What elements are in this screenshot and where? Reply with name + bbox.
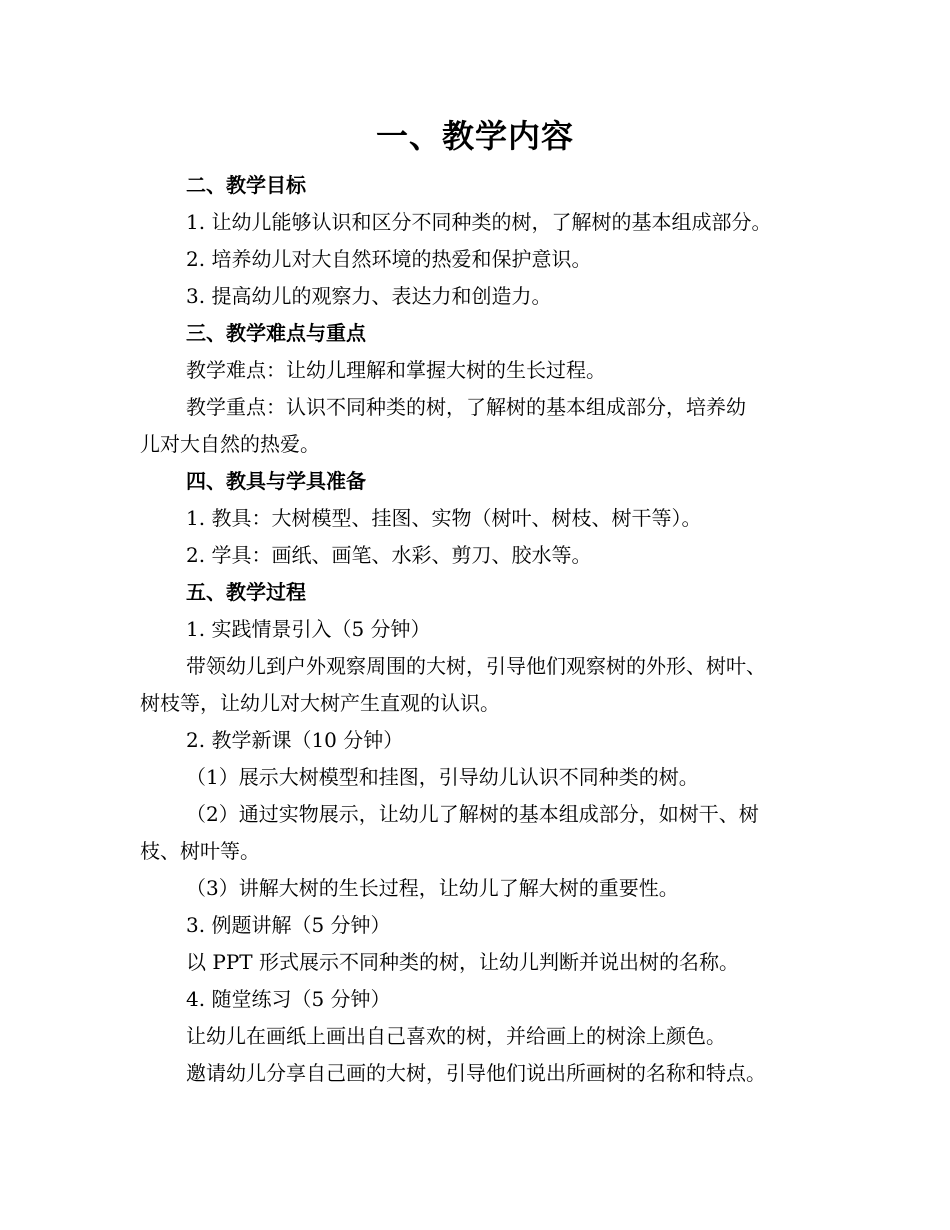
paragraph-line: 4. 随堂练习（5 分钟） <box>186 987 391 1011</box>
heading-teaching-process: 五、教学过程 <box>186 580 306 604</box>
heading-teaching-goals: 二、教学目标 <box>186 173 306 197</box>
paragraph-line: 2. 培养幼儿对大自然环境的热爱和保护意识。 <box>186 247 592 271</box>
paragraph-line: 让幼儿在画纸上画出自己喜欢的树，并给画上的树涂上颜色。 <box>186 1024 726 1048</box>
paragraph-line: 教学重点：认识不同种类的树，了解树的基本组成部分，培养幼 <box>186 395 746 419</box>
paragraph-line: 邀请幼儿分享自己画的大树，引导他们说出所画树的名称和特点。 <box>186 1061 766 1085</box>
paragraph-line: 枝、树叶等。 <box>140 839 260 863</box>
heading-difficulties-key-points: 三、教学难点与重点 <box>186 321 366 345</box>
paragraph-line: 1. 让幼儿能够认识和区分不同种类的树，了解树的基本组成部分。 <box>186 210 772 234</box>
paragraph-line: 以 PPT 形式展示不同种类的树，让幼儿判断并说出树的名称。 <box>186 950 739 974</box>
paragraph-line: 3. 例题讲解（5 分钟） <box>186 913 391 937</box>
paragraph-line: 3. 提高幼儿的观察力、表达力和创造力。 <box>186 284 552 308</box>
paragraph-line: 儿对大自然的热爱。 <box>140 432 320 456</box>
paragraph-line: （1）展示大树模型和挂图，引导幼儿认识不同种类的树。 <box>186 765 699 789</box>
paragraph-line: 树枝等，让幼儿对大树产生直观的认识。 <box>140 691 500 715</box>
document-title: 一、教学内容 <box>375 117 574 155</box>
paragraph-line: （3）讲解大树的生长过程，让幼儿了解大树的重要性。 <box>186 876 679 900</box>
paragraph-line: 2. 教学新课（10 分钟） <box>186 728 404 752</box>
paragraph-line: 1. 实践情景引入（5 分钟） <box>186 617 431 641</box>
paragraph-line: 教学难点：让幼儿理解和掌握大树的生长过程。 <box>186 358 606 382</box>
paragraph-line: 带领幼儿到户外观察周围的大树，引导他们观察树的外形、树叶、 <box>186 654 766 678</box>
paragraph-line: 2. 学具：画纸、画笔、水彩、剪刀、胶水等。 <box>186 543 592 567</box>
paragraph-line: 1. 教具：大树模型、挂图、实物（树叶、树枝、树干等）。 <box>186 506 702 530</box>
paragraph-line: （2）通过实物展示，让幼儿了解树的基本组成部分，如树干、树 <box>186 802 759 826</box>
heading-teaching-aids: 四、教具与学具准备 <box>186 469 366 493</box>
